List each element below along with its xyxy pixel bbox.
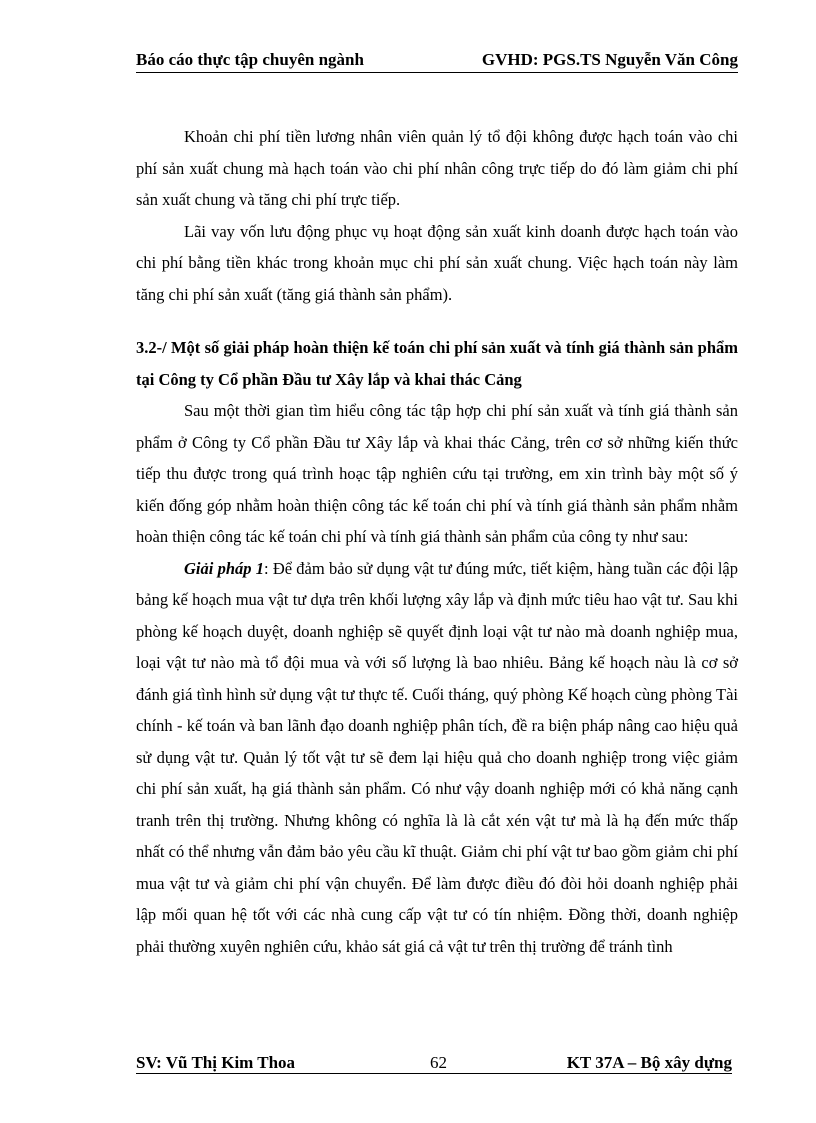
page-number: 62 bbox=[430, 1053, 447, 1072]
header-supervisor: GVHD: PGS.TS Nguyễn Văn Công bbox=[481, 50, 738, 69]
paragraph-solution-1 bbox=[136, 553, 738, 963]
solution-label: Giải pháp 1 bbox=[184, 558, 264, 578]
page-header bbox=[136, 50, 738, 73]
solution-text: : Để đảm bảo sử dụng vật tư đúng mức, tiết kiệm, hàng tuần các đội lập bảng kế hoạch mua vật tư dựa trên khối lượng xây lắp và định mức tiêu hao vật tư. Sau khi phòng kế hoạch duyệt, doanh nghiệp sẽ quyết định loại vật tư nào mà doanh nghiệp mua, loại vật tư nào mà tổ đội mua và với số lượng là bao nhiêu. Bảng kế hoạch nàu là cơ sở đánh giá tình hình sử dụng vật tư thực tế. Cuối tháng, quý phòng Kế hoạch cùng phòng Tài chính - kế toán và ban lãnh đạo doanh nghiệp phân tích, đề ra biện pháp nâng cao hiệu quả sử dụng vật tư. Quản lý tốt vật tư sẽ đem lại hiệu quả cho doanh nghiệp trong việc giảm chi phí sản xuất, hạ giá thành sản phẩm. Có như vậy doanh nghiệp mới có khả năng cạnh tranh trên thị trường. Nhưng không có nghĩa là là cắt xén vật tư mà là hạ đến mức thấp nhất có thể nhưng vẫn đảm bảo yêu cầu kĩ thuật. Giảm chi phí vật tư bao gồm giảm chi phí mua vật tư và giảm chi phí vận chuyển. Để làm được điều đó đòi hỏi doanh nghiệp phải lập mối quan hệ tốt với các nhà cung cấp vật tư có tín nhiệm. Đồng thời, doanh nghiệp phải thường xuyên nghiên cứu, khảo sát giá cả vật tư trên thị trường để tránh tình bbox=[136, 558, 739, 956]
header-report-title: Báo cáo thực tập chuyên ngành bbox=[136, 50, 364, 69]
footer-student-name: SV: Vũ Thị Kim Thoa bbox=[136, 1053, 296, 1072]
page-footer bbox=[136, 1053, 732, 1074]
section-spacer bbox=[136, 310, 738, 332]
page-content bbox=[136, 121, 738, 962]
paragraph-introduction: Sau một thời gian tìm hiểu công tác tập hợp chi phí sản xuất và tính giá thành sản phẩm ở Công ty Cổ phần Đầu tư Xây lắp và khai thác Cảng, trên cơ sở những kiến thức tiếp thu được trong quá trình hoạc tập nghiên cứu tại trường, em xin trình bày một số ý kiến đống góp nhằm hoàn thiện công tác kế toán chi phí và tính giá thành sản phẩm nhằm hoàn thiện công tác kế toán chi phí và tính giá thành sản phẩm của công ty như sau: bbox=[136, 401, 738, 546]
footer-class: KT 37A – Bộ xây dựng bbox=[566, 1053, 732, 1072]
paragraph-loan-interest: Lãi vay vốn lưu động phục vụ hoạt động sản xuất kinh doanh được hạch toán vào chi phí bằng tiền khác trong khoản mục chi phí sản xuất chung. Việc hạch toán này làm tăng chi phí sản xuất (tăng giá thành sản phẩm). bbox=[136, 221, 738, 304]
paragraph-salary-cost: Khoản chi phí tiền lương nhân viên quản lý tổ đội không được hạch toán vào chi phí sản xuất chung mà hạch toán vào chi phí nhân công trực tiếp do đó làm giảm chi phí sản xuất chung và tăng chi phí trực tiếp. bbox=[136, 127, 738, 209]
section-heading: 3.2-/ Một số giải pháp hoàn thiện kế toán chi phí sản xuất và tính giá thành sản phẩm tại Công ty Cổ phần Đầu tư Xây lắp và khai thác Cảng bbox=[136, 338, 738, 389]
